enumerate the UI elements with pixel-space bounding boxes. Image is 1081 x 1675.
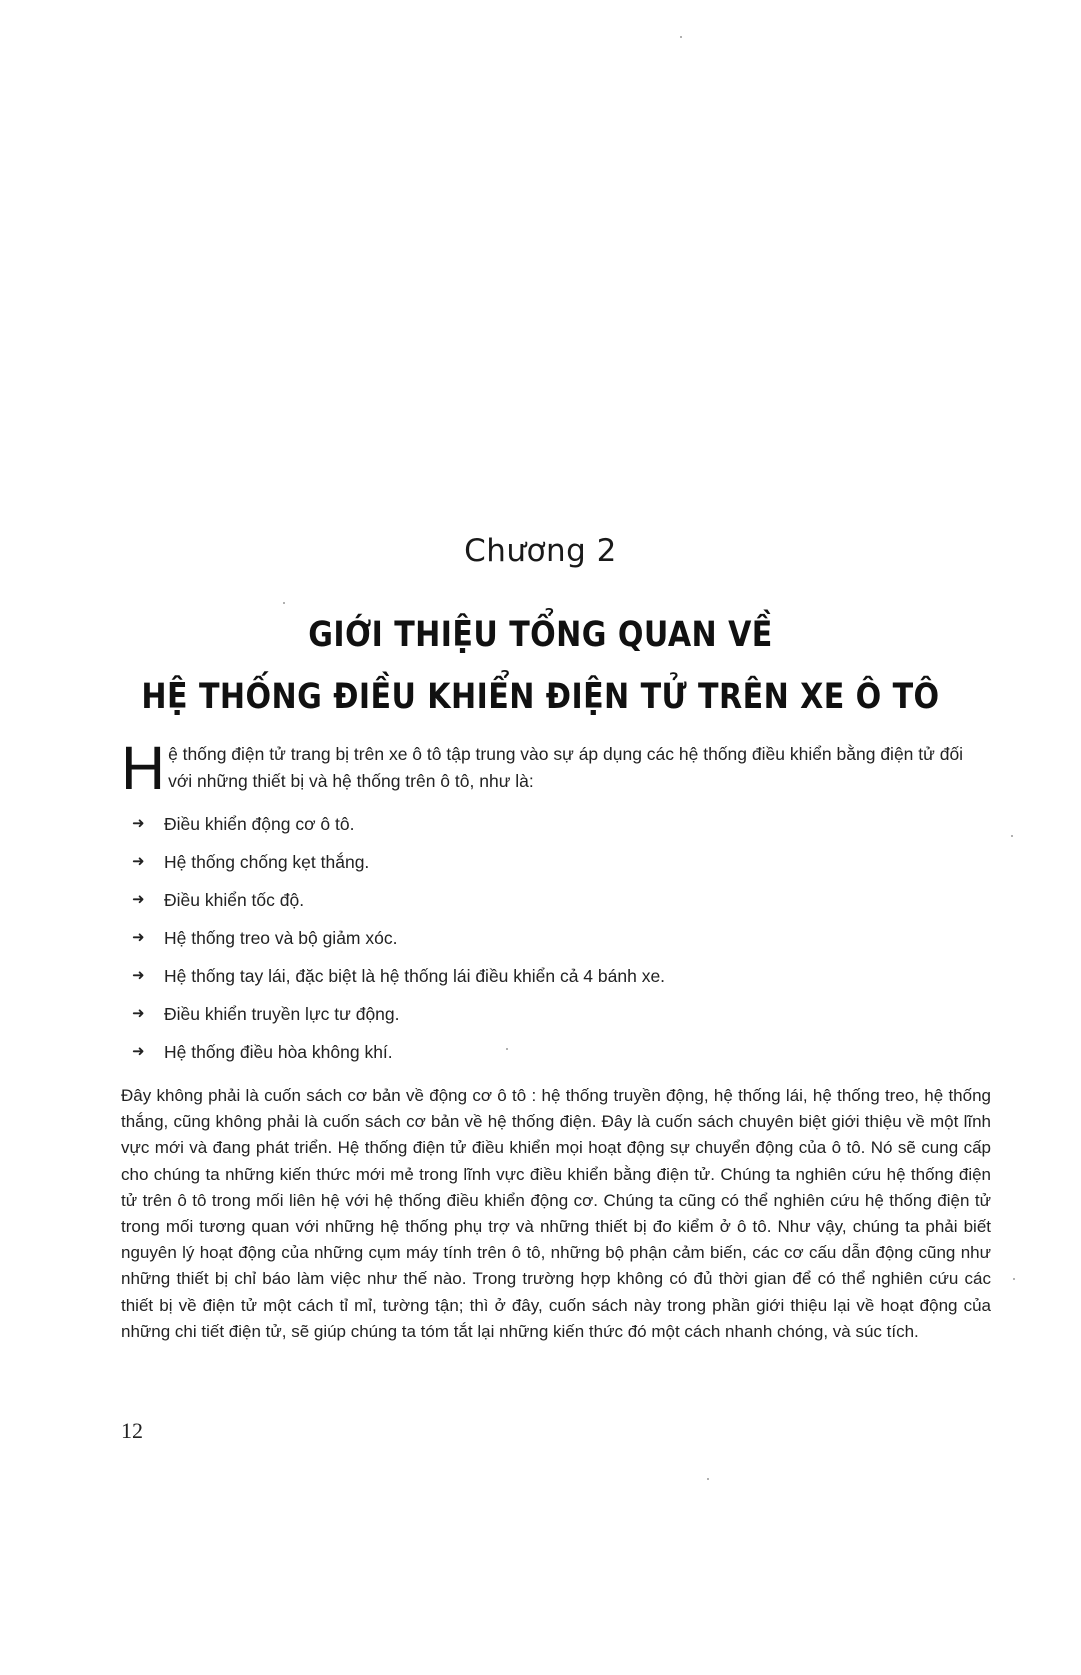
list-item-text: Hệ thống treo và bộ giảm xóc. [164,928,398,948]
arrow-icon: ➜ [132,891,145,908]
arrow-icon: ➜ [132,1005,145,1022]
arrow-icon: ➜ [132,967,145,984]
list-item-text: Điều khiển động cơ ô tô. [164,814,355,834]
bullet-list [132,805,982,1071]
intro-paragraph [121,734,991,802]
body-paragraph: Đây không phải là cuốn sách cơ bản về động cơ ô tô : hệ thống truyền động, hệ thống lái, hệ thống treo, hệ thống thắng, cũng không phải là cuốn sách cơ bản về hệ thống điện. Đây là cuốn sách chuyên biệt giới thiệu về một lĩnh vực mới và đang phát triển. Hệ thống điện tử điều khiển mọi hoạt động sự chuyển động của ô tô. Nó sẽ cung cấp cho chúng ta những kiến thức mới mẻ trong lĩnh vực điều khiển bằng điện tử. Chúng ta nghiên cứu hệ thống điện tử trên ô tô trong mối liên hệ với hệ thống điều khiển động cơ. Chúng ta cũng có thể nghiên cứu hệ thống điện tử trong mối tương quan với những hệ thống phụ trợ và những thiết bị đo kiểm ở ô tô. Như vậy, chúng ta phải biết nguyên lý hoạt động của những cụm máy tính trên ô tô, những bộ phận cảm biến, các cơ cấu dẫn động cũng như những thiết bị chỉ báo làm việc như thế nào. Trong trường hợp không có đủ thời gian để có thể nghiên cứu các thiết bị về điện tử một cách tỉ mỉ, tường tận; thì ở đây, cuốn sách này trong phần giới thiệu lại về hoạt động của những chi tiết điện tử, sẽ giúp chúng ta tóm tắt lại những kiến thức đó một cách nhanh chóng, và súc tích. [121,1086,991,1341]
intro-text: ệ thống điện tử trang bị trên xe ô tô tập trung vào sự áp dụng các hệ thống điều khiển bằng điện tử đối với những thiết bị và hệ thống trên ô tô, như là: [168,744,964,791]
arrow-icon: ➜ [132,1043,145,1060]
scan-speck [707,1478,709,1480]
arrow-icon: ➜ [132,929,145,946]
list-item [132,957,982,995]
scan-speck [1013,1278,1015,1280]
list-item [132,843,982,881]
list-item [132,919,982,957]
scan-speck [1011,835,1013,837]
list-item-text: Hệ thống chống kẹt thắng. [164,852,370,872]
list-item [132,805,982,843]
arrow-icon: ➜ [132,815,145,832]
list-item [132,881,982,919]
list-item-text: Điều khiển tốc độ. [164,890,305,910]
list-item [132,995,982,1033]
chapter-label: Chương 2 [464,533,617,569]
chapter-title [76,604,1006,728]
list-item-text: Điều khiển truyền lực tư động. [164,1004,400,1024]
list-item-text: Hệ thống tay lái, đặc biệt là hệ thống lái điều khiển cả 4 bánh xe. [164,966,666,986]
chapter-title-line: GIỚI THIỆU TỔNG QUAN VỀ [308,615,773,655]
drop-cap: H [121,734,166,802]
arrow-icon: ➜ [132,853,145,870]
list-item [132,1033,982,1071]
chapter-title-line: HỆ THỐNG ĐIỀU KHIỂN ĐIỆN TỬ TRÊN XE Ô TÔ [141,677,940,717]
list-item-text: Hệ thống điều hòa không khí. [164,1042,393,1062]
scan-speck [680,36,682,38]
page-number: 12 [121,1418,143,1443]
